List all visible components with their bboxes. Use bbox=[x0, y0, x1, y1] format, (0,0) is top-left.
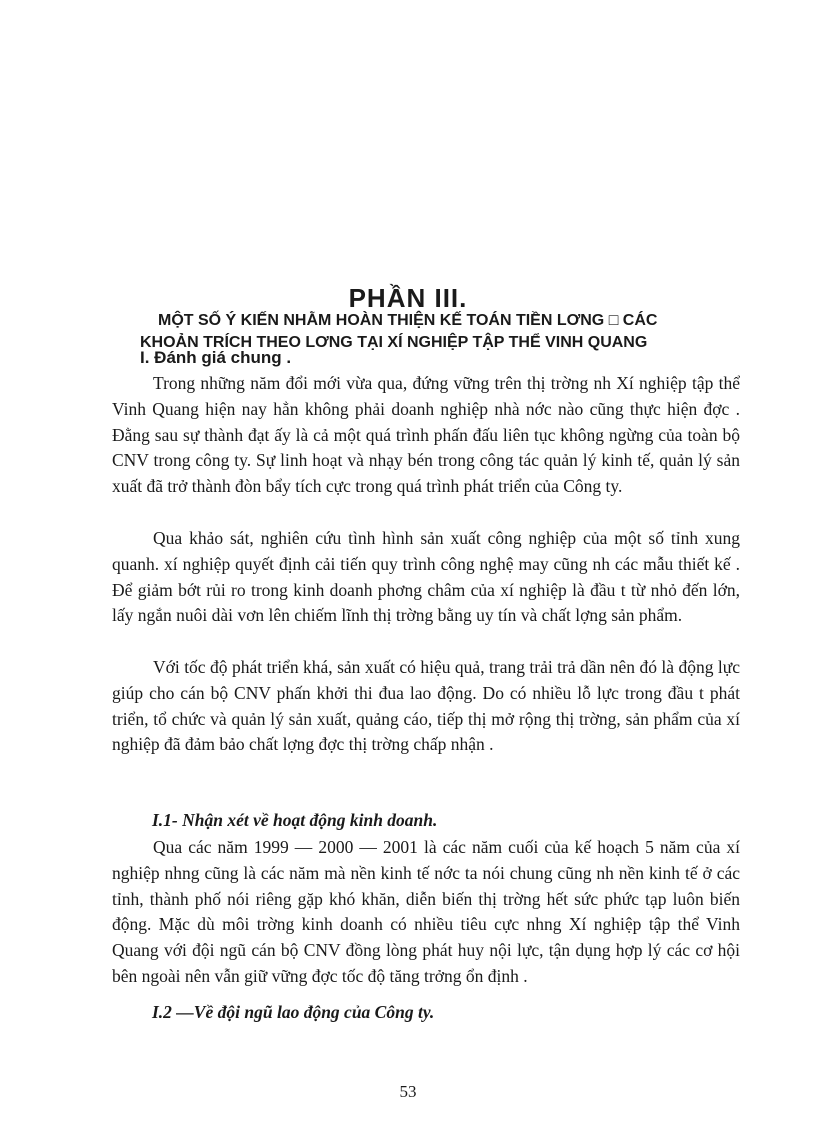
paragraph-2: Qua khảo sát, nghiên cứu tình hình sản xuất công nghiệp của một số tỉnh xung quanh. xí nghiệp quyết định cải tiến quy trình công nghệ may cũng nh các mẫu thiết kế . Để giảm bớt rủi ro trong kinh doanh phơng châm của xí nghiệp là đầu t từ nhỏ đến lớn, lấy ngắn nuôi dài vơn lên chiếm lĩnh thị trờng bằng uy tín và chất lợng sản phẩm. bbox=[112, 528, 740, 626]
subheading-business-review: I.1- Nhận xét về hoạt động kinh doanh. bbox=[152, 810, 438, 830]
chapter-heading-line-1: MỘT SỐ Ý KIẾN NHẰM HOÀN THIỆN KẾ TOÁN TIỀN LƠNG □ CÁC bbox=[158, 312, 658, 329]
section-title: I. Đánh giá chung . bbox=[140, 348, 292, 367]
paragraph-1: Trong những năm đổi mới vừa qua, đứng vững trên thị trờng nh Xí nghiệp tập thể Vinh Quang hiện nay hẳn không phải doanh nghiệp nhà nớc nào cũng thực hiện đợc . Đằng sau sự thành đạt ấy là cả một quá trình phấn đấu liên tục không ngừng của toàn bộ CNV trong công ty. Sự linh hoạt và nhạy bén trong công tác quản lý kinh tế, quản lý sản xuất đã trở thành đòn bẩy tích cực trong quá trình phát triển của Công ty. bbox=[112, 373, 740, 497]
page-number: 53 bbox=[399, 1082, 417, 1101]
paragraph-4: Qua các năm 1999 — 2000 — 2001 là các năm cuối của kế hoạch 5 năm của xí nghiệp nhng cũng là các năm mà nền kinh tế nớc ta nói chung cũng nh nền kinh tế ở các tỉnh, thành phố nói riêng gặp khó khăn, diễn biến thị trờng hết sức phức tạp luôn biến động. Mặc dù môi trờng kinh doanh có nhiều tiêu cực nhng Xí nghiệp tập thể Vinh Quang với đội ngũ cán bộ CNV đồng lòng phát huy nội lực, tận dụng hợp lý các cơ hội bên ngoài nên vẫn giữ vững đợc tốc độ tăng trởng ổn định . bbox=[112, 837, 740, 986]
subheading-workforce: I.2 —Về đội ngũ lao động của Công ty. bbox=[152, 1002, 435, 1022]
chapter-heading-line-2: KHOẢN TRÍCH THEO LƠNG TẠI XÍ NGHIỆP TẬP THỂ VINH QUANG bbox=[140, 334, 648, 351]
paragraph-3: Với tốc độ phát triển khá, sản xuất có hiệu quả, trang trải trả dần nên đó là động lực giúp cho cán bộ CNV phấn khởi thi đua lao động. Do có nhiều lỗ lực trong đầu t phát triển, tổ chức và quản lý sản xuất, quảng cáo, tiếp thị mở rộng thị trờng, sản phẩm của xí nghiệp đã đảm bảo chất lợng đợc thị trờng chấp nhận . bbox=[112, 657, 740, 755]
part-title: PHẦN III. bbox=[348, 283, 468, 313]
